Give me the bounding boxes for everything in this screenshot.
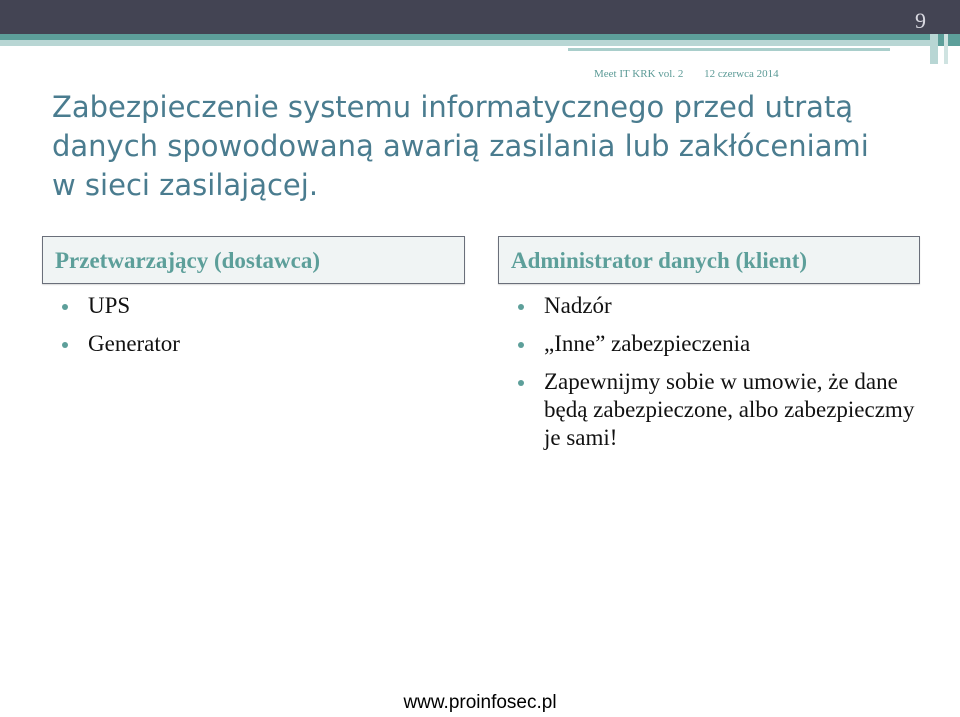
list-item: „Inne” zabezpieczenia: [514, 330, 934, 358]
slide-meta: [594, 68, 797, 80]
provider-list: [58, 292, 458, 368]
footer-url: www.proinfosec.pl: [403, 692, 557, 713]
top-bar: [0, 0, 960, 34]
column-heading-provider: Przetwarzający (dostawca): [42, 236, 465, 284]
event-name: Meet IT KRK vol. 2: [594, 68, 684, 80]
accent-stripe-thin: [568, 48, 890, 51]
column-heading-client: Administrator danych (klient): [498, 236, 920, 284]
list-item: Nadzór: [514, 292, 934, 320]
list-item: Generator: [58, 330, 458, 358]
client-list: [514, 292, 934, 452]
accent-vertical-stripe: [930, 34, 938, 64]
accent-stripe-light: [0, 40, 930, 46]
slide-title: Zabezpieczenie systemu informatycznego przed utratą danych spowodowaną awarią zasilania lub zakłóceniami w sieci zasilającej.: [52, 90, 869, 202]
slide-number: 9: [915, 8, 926, 33]
event-date: 12 czerwca 2014: [704, 68, 779, 80]
list-item: Zapewnijmy sobie w umowie, że dane będą zabezpieczone, albo zabezpieczmy je sami!: [514, 368, 934, 452]
list-item: UPS: [58, 292, 458, 320]
accent-vertical-stripe-thin: [944, 34, 948, 64]
